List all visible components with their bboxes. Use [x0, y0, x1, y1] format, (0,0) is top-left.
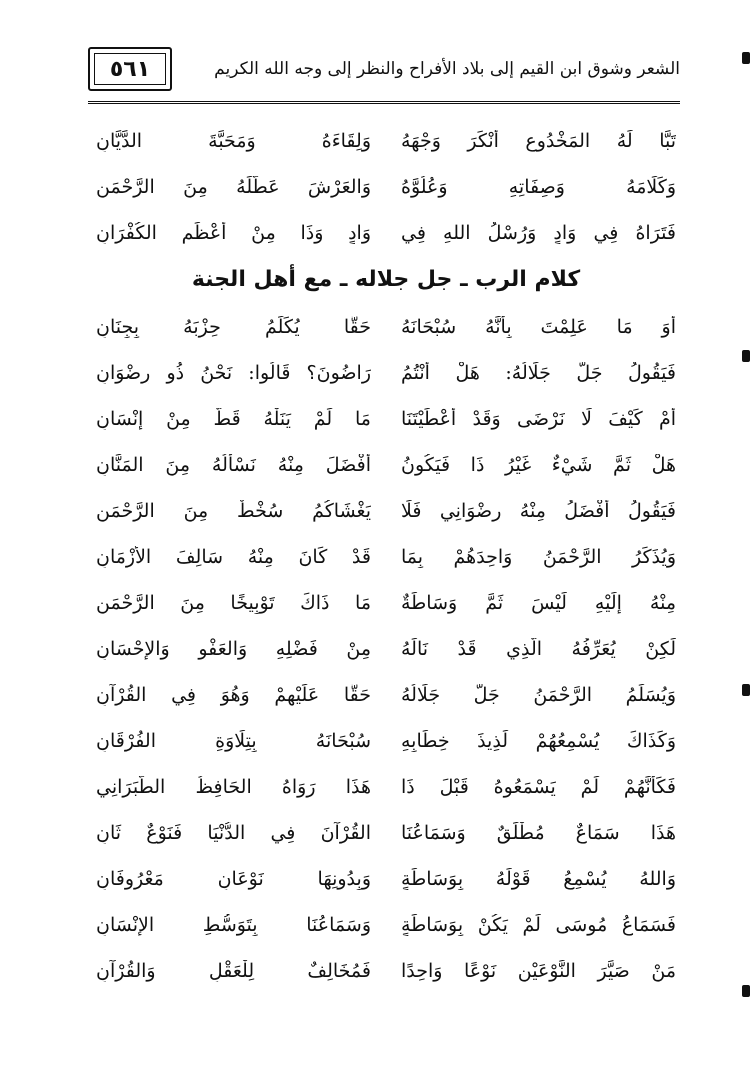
verse-right-hemistich: فَيَقُولُ أَفْضَلُ مِنْهُ رِضْوَانِي فَلَا: [401, 500, 676, 522]
verse-right-hemistich: أَوَ مَا عَلِمْتَ بِأَنَّهُ سُبْحَانَهُ: [401, 316, 676, 338]
verse-right-hemistich: أَمْ كَيْفَ لَا نَرْضَى وَقَدْ أَعْطَيْتَنَا: [401, 408, 676, 430]
verse-line: [96, 626, 676, 672]
verse-line: [96, 672, 676, 718]
verse-left-hemistich: مِنْ فَضْلِهِ وَالعَفْوِ وَالإِحْسَانِ: [96, 638, 371, 660]
running-title: الشعر وشوق ابن القيم إلى بلاد الأفراح والنظر إلى وجه الله الكريم: [214, 59, 680, 79]
header-rule: [88, 101, 680, 104]
verse-right-hemistich: مِنْهُ إِلَيْهِ لَيْسَ ثَمَّ وَسَاطَةٌ: [401, 592, 676, 614]
verse-line: [96, 718, 676, 764]
verse-line: [96, 948, 676, 994]
verse-right-hemistich: فَتَرَاهُ فِي وَادٍ وَرُسْلُ اللهِ فِي: [401, 222, 676, 244]
page-number-box: [88, 47, 172, 91]
verse-left-hemistich: رَاضُونَ؟ قَالُوا: نَحْنُ ذُو رِضْوَانِ: [96, 362, 371, 384]
verse-right-hemistich: تَبًّا لَهُ المَخْدُوعِ أَنْكَرَ وَجْهَهُ: [401, 130, 676, 152]
verse-left-hemistich: وَالعَرْشَ عَطَّلَهُ مِنَ الرَّحْمَنِ: [96, 176, 371, 198]
verse-right-hemistich: لَكِنْ يُعَرِّفُهُ الَّذِي قَدْ نَالَهُ: [401, 638, 676, 660]
verse-line: [96, 856, 676, 902]
verse-line: [96, 210, 676, 256]
verses-after-group: [96, 304, 676, 994]
verse-left-hemistich: قَدْ كَانَ مِنْهُ سَالِفَ الأَزْمَانِ: [96, 546, 371, 568]
verse-line: [96, 580, 676, 626]
verse-left-hemistich: حَقًّا عَلَيْهِمْ وَهُوَ فِي القُرْآنِ: [96, 684, 371, 706]
section-title: كلام الرب ـ جل جلاله ـ مع أهل الجنة: [191, 267, 581, 292]
verse-right-hemistich: وَاللهُ يُسْمِعُ قَوْلَهُ بِوَسَاطَةٍ: [401, 868, 676, 890]
verse-line: [96, 902, 676, 948]
verse-line: [96, 164, 676, 210]
verse-right-hemistich: هَلْ ثَمَّ شَيْءٌ غَيْرُ ذَا فَيَكُونُ: [401, 454, 676, 476]
verse-line: [96, 810, 676, 856]
verse-left-hemistich: سُبْحَانَهُ بِتِلَاوَةِ الفُرْقَانِ: [96, 730, 371, 752]
verse-right-hemistich: فَكَأَنَّهُمْ لَمْ يَسْمَعُوهُ قَبْلَ ذَا: [401, 776, 676, 798]
verse-left-hemistich: وَسَمَاعُنَا بِتَوَسُّطِ الإِنْسَانِ: [96, 914, 371, 936]
verse-left-hemistich: هَذَا رَوَاهُ الحَافِظُ الطَّبَرَانِي: [96, 776, 371, 798]
verse-line: [96, 488, 676, 534]
verse-left-hemistich: مَا لَمْ يَنَلْهُ قَطُّ مِنْ إِنْسَانِ: [96, 408, 371, 430]
verse-line: [96, 534, 676, 580]
verse-left-hemistich: وَلِقَاءَهُ وَمَحَبَّةَ الدَّيَّانِ: [96, 130, 371, 152]
poem-body: [96, 118, 676, 994]
verse-line: [96, 350, 676, 396]
verse-line: [96, 396, 676, 442]
verse-right-hemistich: وَيُذَكِّرُ الرَّحْمَنُ وَاحِدَهُمْ بِمَا: [401, 546, 676, 568]
verse-left-hemistich: مَا ذَاكَ تَوْبِيخًا مِنَ الرَّحْمَنِ: [96, 592, 371, 614]
verse-left-hemistich: وَادٍ وَذَا مِنْ أَعْظَمِ الكُفْرَانِ: [96, 222, 371, 244]
verse-right-hemistich: فَيَقُولُ جَلَّ جَلَالُهُ: هَلْ أَنْتُمُ: [401, 362, 676, 384]
verse-right-hemistich: وَكَذَاكَ يُسْمِعُهُمْ لَذِيذَ خِطَابِهِ: [401, 730, 676, 752]
verse-line: [96, 118, 676, 164]
verse-left-hemistich: حَقًّا يُكَلِّمُ حِزْبَهُ بِجِنَانِ: [96, 316, 371, 338]
verse-left-hemistich: فَمُخَالِفٌ لِلْعَقْلِ وَالقُرْآنِ: [96, 960, 371, 982]
verse-left-hemistich: القُرْآنَ فِي الدُّنْيَا فَنَوْعٌ ثَانِ: [96, 822, 371, 844]
verse-line: [96, 764, 676, 810]
verse-left-hemistich: وَبِدُونِهَا نَوْعَانِ مَعْرُوفَانِ: [96, 868, 371, 890]
verse-left-hemistich: أَفْضَلَ مِنْهُ نَسْأَلُهُ مِنَ المَنَّانِ: [96, 454, 371, 476]
scan-edge-mark: [742, 684, 750, 696]
verse-right-hemistich: وَكَلَامَهُ وَصِفَاتِهِ وَعُلُوَّهُ: [401, 176, 676, 198]
page-number: ٥٦١: [109, 56, 151, 82]
scan-edge-mark: [742, 985, 750, 997]
scan-edge-mark: [742, 52, 750, 64]
verse-right-hemistich: هَذَا سَمَاعٌ مُطْلَقٌ وَسَمَاعُنَا: [401, 822, 676, 844]
verse-right-hemistich: وَيُسَلِّمُ الرَّحْمَنُ جَلَّ جَلَالُهُ: [401, 684, 676, 706]
verse-line: [96, 304, 676, 350]
verse-right-hemistich: فَسَمَاعُ مُوسَى لَمْ يَكُنْ بِوَسَاطَةٍ: [401, 914, 676, 936]
scan-edge-mark: [742, 350, 750, 362]
verse-left-hemistich: يَغْشَاكُمُ سُخْطٌ مِنَ الرَّحْمَنِ: [96, 500, 371, 522]
verse-right-hemistich: مَنْ صَيَّرَ النَّوْعَيْنِ نَوْعًا وَاحِدًا: [401, 960, 676, 982]
verses-before-group: [96, 118, 676, 256]
verse-line: [96, 442, 676, 488]
page-header: [88, 44, 680, 94]
